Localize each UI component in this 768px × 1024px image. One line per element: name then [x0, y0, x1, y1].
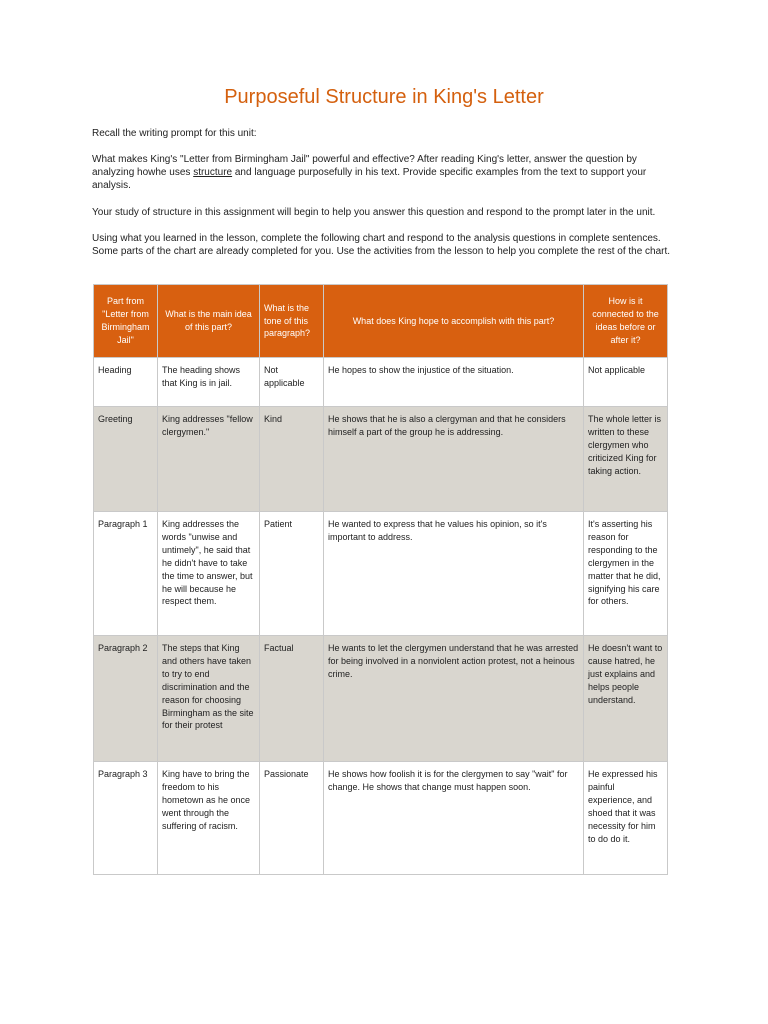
cell-accomplish: He wants to let the clergymen understand that he was arrested for being involved in a nonviolent action protest, not a heinous crime.: [324, 636, 584, 762]
cell-part: Paragraph 3: [94, 762, 158, 875]
cell-idea: The steps that King and others have taken to try to end discrimination and the reason for choosing Birmingham as the site for their protest: [158, 636, 260, 762]
header-part: Part from "Letter from Birmingham Jail": [94, 285, 158, 358]
cell-accomplish: He shows how foolish it is for the clergymen to say "wait" for change. He shows that change must happen soon.: [324, 762, 584, 875]
cell-tone: Not applicable: [260, 358, 324, 407]
cell-part: Heading: [94, 358, 158, 407]
cell-idea: The heading shows that King is in jail.: [158, 358, 260, 407]
cell-connected: The whole letter is written to these clergymen who criticized King for taking action.: [584, 407, 668, 512]
prompt-text-1: What makes King's "Letter from Birmingham Jail" powerful and effective? After reading King's letter, answer the question by analyzing howhe uses: [92, 154, 637, 178]
page-title: Purposeful Structure in King's Letter: [224, 86, 544, 108]
table-row: [94, 762, 668, 875]
cell-connected: He doesn't want to cause hatred, he just explains and helps people understand.: [584, 636, 668, 762]
writing-prompt: [92, 153, 674, 192]
table-row: [94, 512, 668, 636]
cell-accomplish: He shows that he is also a clergyman and that he considers himself a part of the group he is addressing.: [324, 407, 584, 512]
cell-part: Greeting: [94, 407, 158, 512]
cell-idea: King addresses "fellow clergymen.": [158, 407, 260, 512]
cell-tone: Passionate: [260, 762, 324, 875]
table-header-row: [94, 285, 668, 358]
cell-part: Paragraph 2: [94, 636, 158, 762]
table-row: [94, 636, 668, 762]
cell-tone: Kind: [260, 407, 324, 512]
recall-text: Recall the writing prompt for this unit:: [92, 128, 257, 139]
instructions-text: Using what you learned in the lesson, complete the following chart and respond to the analysis questions in complete sentences. Some parts of the chart are already completed for you. Use the activities from the lesson to help you complete the rest of the chart.: [92, 233, 671, 257]
cell-tone: Patient: [260, 512, 324, 636]
structure-link[interactable]: structure: [193, 167, 233, 178]
header-accomplish: What does King hope to accomplish with this part?: [324, 285, 584, 358]
table-row: [94, 407, 668, 512]
table-row: [94, 358, 668, 407]
header-main-idea: What is the main idea of this part?: [158, 285, 260, 358]
cell-accomplish: He wanted to express that he values his opinion, so it's important to address.: [324, 512, 584, 636]
prompt-text-2: and language purposefully in his text. Provide specific examples from the text to support your analysis.: [92, 167, 647, 191]
cell-connected: Not applicable: [584, 358, 668, 407]
cell-connected: He expressed his painful experience, and shoed that it was necessity for him to do do it.: [584, 762, 668, 875]
cell-idea: King addresses the words "unwise and untimely", he said that he didn't have to take the time to answer, but he will because he respect them.: [158, 512, 260, 636]
cell-part: Paragraph 1: [94, 512, 158, 636]
cell-accomplish: He hopes to show the injustice of the situation.: [324, 358, 584, 407]
study-text: Your study of structure in this assignment will begin to help you answer this question and respond to the prompt later in the unit.: [92, 207, 656, 218]
cell-connected: It's asserting his reason for responding to the clergymen in the matter that he did, signifying his care for others.: [584, 512, 668, 636]
header-tone: What is the tone of this paragraph?: [260, 285, 324, 358]
cell-idea: King have to bring the freedom to his hometown as he once went through the suffering of racism.: [158, 762, 260, 875]
header-connected: How is it connected to the ideas before or after it?: [584, 285, 668, 358]
structure-chart: [93, 284, 668, 875]
cell-tone: Factual: [260, 636, 324, 762]
